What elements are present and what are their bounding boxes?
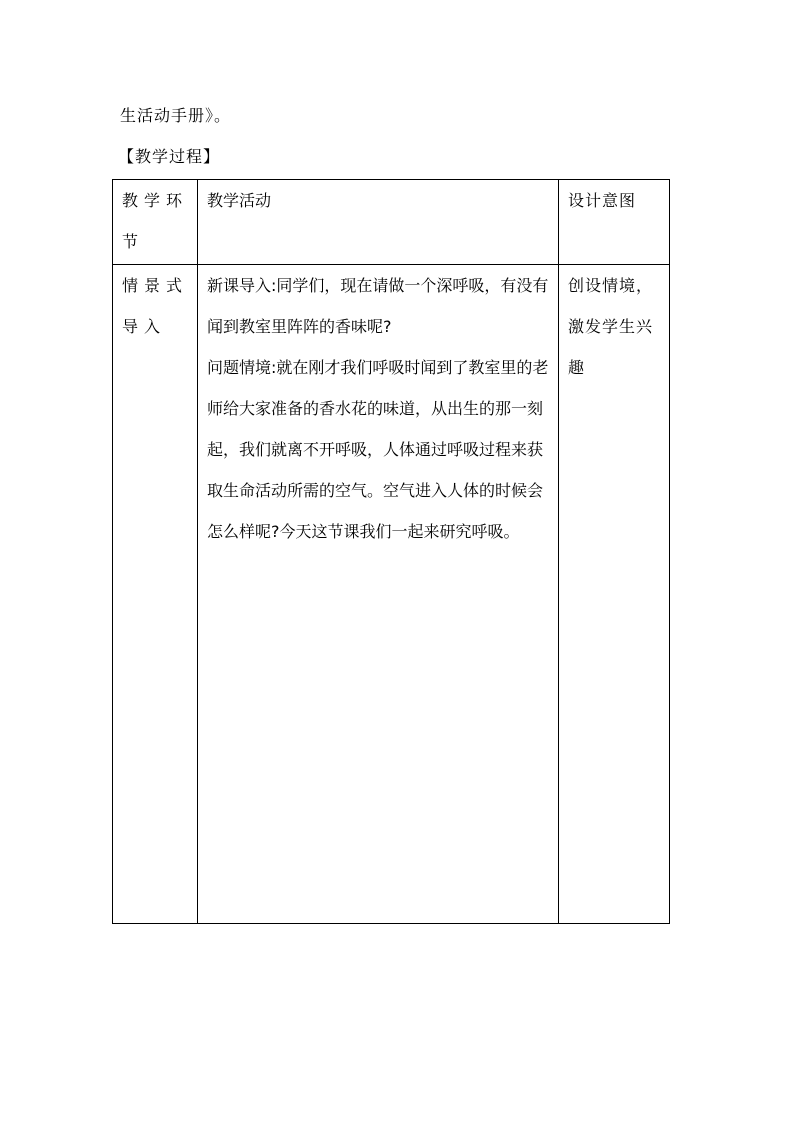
section-heading: 【教学过程】 [118,147,221,166]
header-intent-label: 设计意图 [568,191,637,210]
activity-cell [198,265,559,924]
activity-content [198,265,558,552]
table-header-row [113,180,670,265]
header-stage-label: 教学环节 [122,191,189,251]
header-stage-cell [113,180,198,265]
header-activity-label: 教学活动 [207,191,272,210]
continuation-text: 生活动手册》。 [120,106,232,125]
stage-cell [113,265,198,924]
intent-text: 创设情境，激发学生兴趣 [568,276,654,377]
table-row [113,265,670,924]
lesson-process-table [112,179,670,924]
activity-intro-text: 新课导入:同学们，现在请做一个深呼吸，有没有闻到教室里阵阵的香味呢? [207,276,549,336]
header-intent-cell [559,180,670,265]
stage-text: 情景式导入 [122,276,189,336]
header-activity-cell [198,180,559,265]
intent-cell [559,265,670,924]
activity-scenario-text: 问题情境:就在刚才我们呼吸时闻到了教室里的老师给大家准备的香水花的味道，从出生的那一刻起，我们就离不开呼吸，人体通过呼吸过程来获取生命活动所需的空气。空气进入人体的时候会怎么样呢?今天这节课我们一起来研究呼吸。 [207,358,549,541]
